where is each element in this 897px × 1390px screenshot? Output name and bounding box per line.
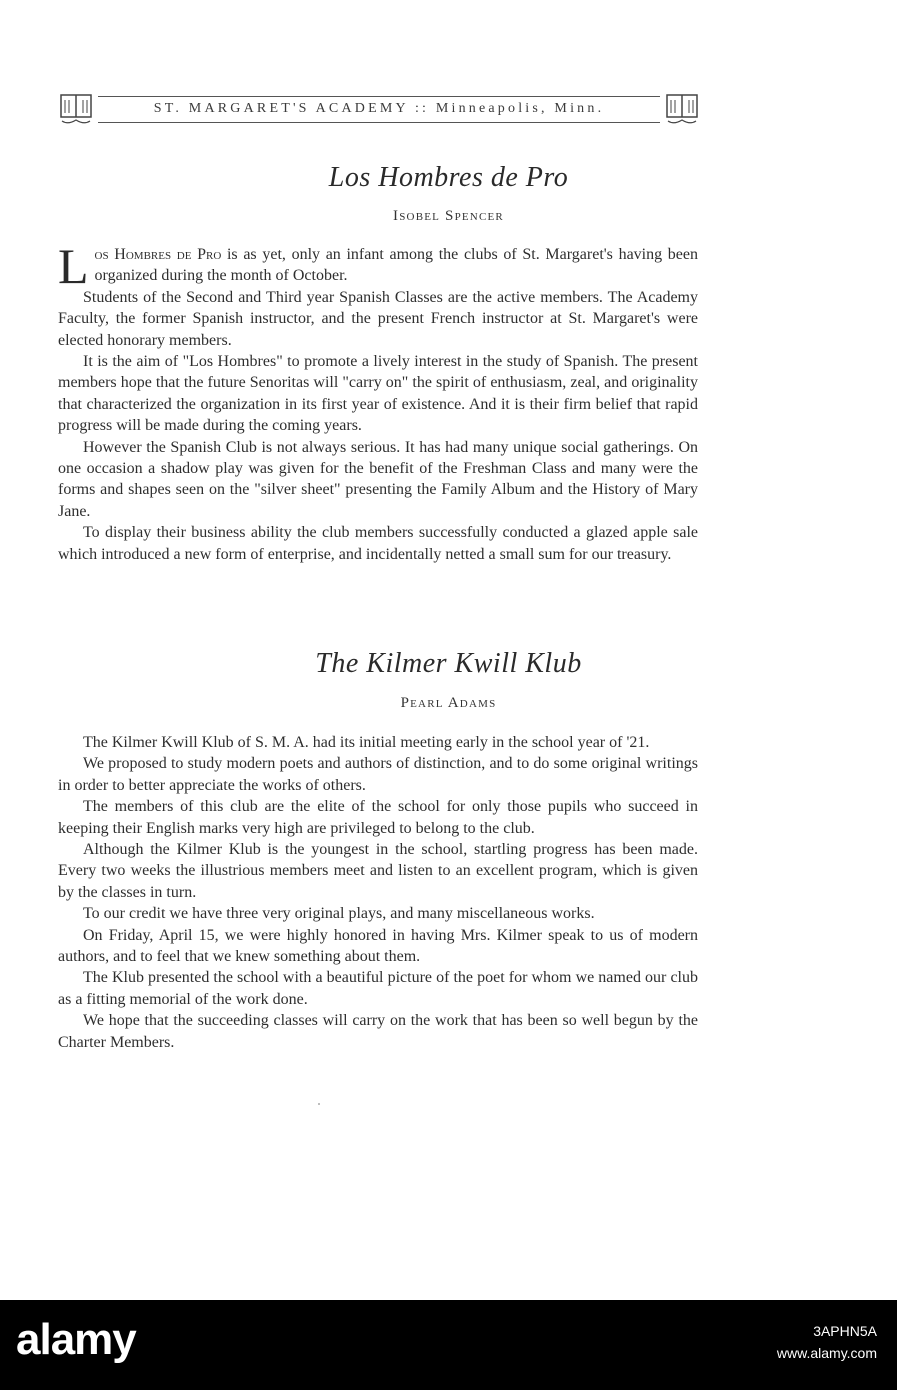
section-body	[58, 732, 698, 1053]
book-ornament-icon	[664, 92, 700, 128]
drop-cap: L	[58, 238, 89, 294]
paragraph-text: is as yet, only an infant among the clubs of St. Margaret's having been organized during the month of October.	[94, 246, 699, 285]
paragraph: We hope that the succeeding classes will carry on the work that has been so well begun by the Charter Members.	[58, 1012, 698, 1051]
watermark-image-id: 3APHN5A	[813, 1323, 877, 1339]
page-speck	[318, 1103, 320, 1105]
header-rule-bottom	[98, 122, 660, 123]
paragraph: The Klub presented the school with a beautiful picture of the poet for whom we named our club as a fitting memorial of the work done.	[58, 969, 698, 1008]
header-rule-top	[98, 96, 660, 97]
paragraph: The members of this club are the elite of the school for only those pupils who succeed in keeping their English marks very high are privileged to belong to the club.	[58, 798, 698, 837]
book-ornament-icon	[58, 92, 94, 128]
section-title: The Kilmer Kwill Klub	[315, 648, 582, 679]
paragraph: We proposed to study modern poets and authors of distinction, and to do some original writings in order to better appreciate the works of others.	[58, 755, 698, 794]
running-header	[58, 92, 700, 128]
lead-in-smallcaps: os Hombres de Pro	[94, 246, 222, 263]
paragraph: Although the Kilmer Klub is the youngest in the school, startling progress has been made. Every two weeks the illustrious members meet and listen to an excellent program, which is given by the classes in turn.	[58, 841, 698, 901]
paragraph	[58, 238, 699, 294]
watermark-url: www.alamy.com	[776, 1345, 877, 1361]
section-author: Isobel Spencer	[393, 208, 504, 224]
paragraph: However the Spanish Club is not always serious. It has had many unique social gatherings. On one occasion a shadow play was given for the benefit of the Freshman Class and many were the forms and shapes seen on the "silver sheet" presenting the Family Album and the History of Mary Jane.	[58, 438, 698, 520]
paragraph: On Friday, April 15, we were highly honored in having Mrs. Kilmer speak to us of modern authors, and to feel that we knew something about them.	[58, 926, 698, 966]
section-author: Pearl Adams	[400, 695, 497, 711]
paragraph: Students of the Second and Third year Spanish Classes are the active members. The Academy Faculty, the former Spanish instructor, and the present French instructor at St. Margaret's were elected honorary members.	[58, 288, 698, 349]
section-body	[58, 238, 699, 565]
section-title: Los Hombres de Pro	[328, 162, 569, 193]
paragraph: To display their business ability the club members successfully conducted a glazed apple sale which introduced a new form of enterprise, and incidentally netted a small sum for our treasury.	[58, 524, 698, 563]
paragraph: To our credit we have three very original plays, and many miscellaneous works.	[83, 905, 595, 923]
watermark-logo: alamy	[16, 1315, 136, 1364]
paragraph: The Kilmer Kwill Klub of S. M. A. had its initial meeting early in the school year of '21.	[83, 734, 650, 751]
paragraph: It is the aim of "Los Hombres" to promote a lively interest in the study of Spanish. The present members hope that the future Senoritas will "carry on" the spirit of enthusiasm, zeal, and originality that characterized the organization in its first year of existence. And it is their firm belief that rapid progress will be made during the coming years.	[58, 353, 698, 435]
header-text: ST. MARGARET'S ACADEMY :: Minneapolis, Minn.	[153, 101, 605, 116]
